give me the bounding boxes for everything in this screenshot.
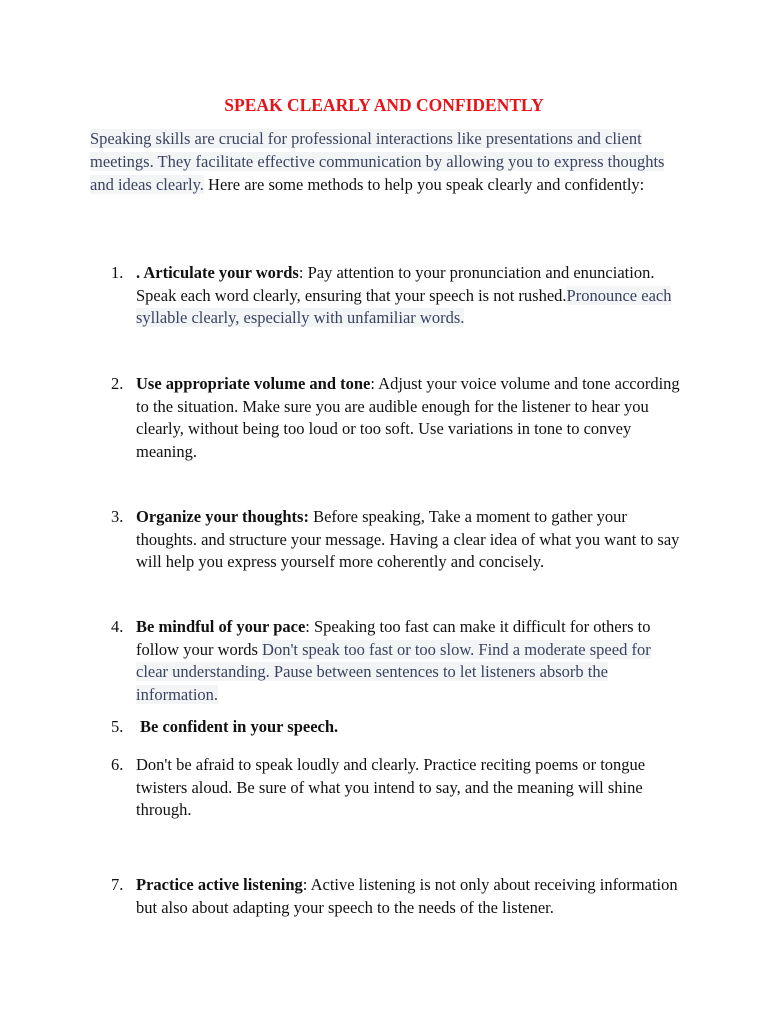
page-title: SPEAK CLEARLY AND CONFIDENTLY — [224, 95, 544, 115]
list-item-body: : Active listening is not only about receiving information but also about adapting your speech to the needs of the listener. — [136, 875, 678, 917]
list-item-body: : Pay attention to your pronunciation and enunciation. Speak each word clearly, ensuring that your speech is not rushed. — [136, 263, 655, 305]
list-number: 7. — [111, 875, 124, 894]
list-number: 1. — [111, 263, 124, 282]
list-item-highlight: Pronounce each syllable clearly, especially with unfamiliar words. — [136, 285, 672, 327]
list-item-body: Before speaking, Take a moment to gather your thoughts. and structure your message. Having a clear idea of what you want to say will help you express yourself more coherently and concisely. — [136, 507, 680, 571]
list-item-heading: Practice active listening — [136, 875, 303, 894]
list-item-text — [136, 506, 681, 574]
list-number: 5. — [111, 717, 124, 736]
list-item-heading: . Articulate your words — [136, 263, 299, 282]
list-item-body: Don't be afraid to speak loudly and clearly. Practice reciting poems or tongue twisters aloud. Be sure of what you intend to say, and the meaning will shine through. — [136, 755, 646, 819]
list-item-highlight: Don't speak too fast or too slow. Find a moderate speed for clear understanding. Pause between sentences to let listeners absorb the information. — [136, 639, 651, 704]
list-item-text — [136, 262, 681, 330]
list-item-text — [136, 616, 681, 706]
list-item-text — [136, 754, 681, 822]
intro-plain-text: Here are some methods to help you speak clearly and confidently: — [203, 175, 645, 194]
list-item-body: : Speaking too fast can make it difficult for others to follow your words — [136, 617, 651, 659]
list-item-heading: Be mindful of your pace — [136, 617, 306, 636]
list-item-text — [136, 373, 681, 463]
list-item-heading: Organize your thoughts: — [136, 507, 309, 526]
list-number: 2. — [111, 374, 124, 393]
list-number: 6. — [111, 755, 124, 774]
list-item-heading: Use appropriate volume and tone — [136, 374, 371, 393]
intro-paragraph — [90, 127, 680, 196]
list-item-text — [140, 716, 685, 739]
intro-highlighted-text: Speaking skills are crucial for professional interactions like presentations and client meetings. They facilitate effective communication by allowing you to express thoughts and ideas clearly. — [90, 129, 665, 194]
list-item-text — [136, 874, 681, 919]
list-number: 4. — [111, 617, 124, 636]
list-item-heading: Be confident in your speech. — [140, 717, 339, 736]
list-number: 3. — [111, 507, 124, 526]
list-item-body: : Adjust your voice volume and tone according to the situation. Make sure you are audible enough for the listener to hear you clearly, without being too loud or too soft. Use variations in tone to convey meaning. — [136, 374, 680, 461]
